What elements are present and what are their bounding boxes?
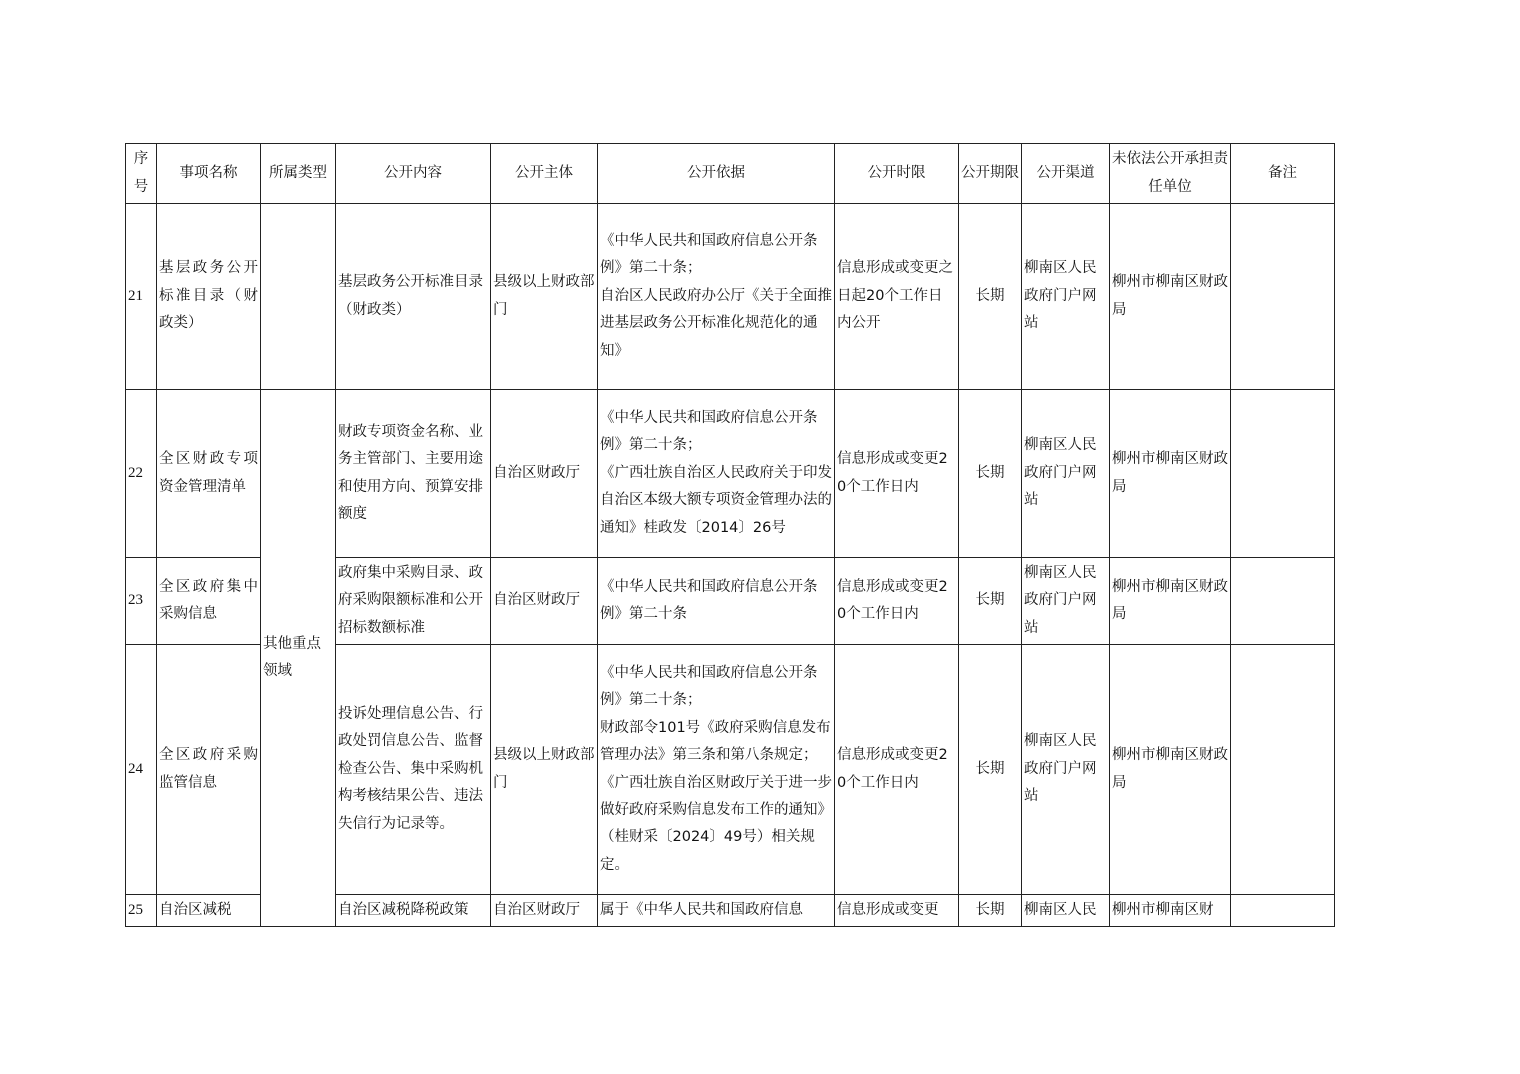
header-seq: 序号 <box>126 144 157 204</box>
disclosure-table <box>125 143 1335 927</box>
cell-seq: 24 <box>126 645 157 895</box>
cell-time-limit: 信息形成或变更 <box>835 895 959 927</box>
header-channel: 公开渠道 <box>1022 144 1110 204</box>
cell-channel: 柳南区人民政府门户网站 <box>1022 558 1110 645</box>
header-remark: 备注 <box>1231 144 1335 204</box>
cell-content: 自治区减税降税政策 <box>336 895 491 927</box>
cell-category-merged: 其他重点领域 <box>261 390 336 927</box>
cell-remark <box>1231 895 1335 927</box>
cell-seq: 23 <box>126 558 157 645</box>
table-header-row <box>126 144 1335 204</box>
cell-remark <box>1231 204 1335 390</box>
cell-remark <box>1231 645 1335 895</box>
cell-content: 投诉处理信息公告、行政处罚信息公告、监督检查公告、集中采购机构考核结果公告、违法失信行为记录等。 <box>336 645 491 895</box>
cell-basis: 《中华人民共和国政府信息公开条例》第二十条； 财政部令101号《政府采购信息发布管理办法》第三条和第八条规定； 《广西壮族自治区财政厅关于进一步做好政府采购信息发布工作的通知》（桂财采〔2024〕49号）相关规定。 <box>598 645 835 895</box>
cell-time-limit: 信息形成或变更20个工作日内 <box>835 558 959 645</box>
cell-seq: 21 <box>126 204 157 390</box>
cell-basis: 《中华人民共和国政府信息公开条例》第二十条； 《广西壮族自治区人民政府关于印发自治区本级大额专项资金管理办法的通知》桂政发〔2014〕26号 <box>598 390 835 558</box>
cell-responsible: 柳州市柳南区财政局 <box>1110 558 1231 645</box>
cell-channel: 柳南区人民政府门户网站 <box>1022 390 1110 558</box>
cell-responsible: 柳州市柳南区财政局 <box>1110 204 1231 390</box>
header-responsible: 未依法公开承担责任单位 <box>1110 144 1231 204</box>
header-category: 所属类型 <box>261 144 336 204</box>
header-content: 公开内容 <box>336 144 491 204</box>
cell-channel: 柳南区人民政府门户网站 <box>1022 645 1110 895</box>
cell-name: 全区政府集中采购信息 <box>157 558 261 645</box>
header-name: 事项名称 <box>157 144 261 204</box>
cell-channel: 柳南区人民 <box>1022 895 1110 927</box>
cell-subject: 自治区财政厅 <box>491 390 598 558</box>
cell-period: 长期 <box>959 204 1022 390</box>
cell-name: 全区政府采购监管信息 <box>157 645 261 895</box>
cell-name: 全区财政专项资金管理清单 <box>157 390 261 558</box>
table-row <box>126 204 1335 390</box>
cell-content: 基层政务公开标准目录（财政类） <box>336 204 491 390</box>
cell-time-limit: 信息形成或变更20个工作日内 <box>835 390 959 558</box>
header-period: 公开期限 <box>959 144 1022 204</box>
cell-content: 财政专项资金名称、业务主管部门、主要用途和使用方向、预算安排额度 <box>336 390 491 558</box>
header-subject: 公开主体 <box>491 144 598 204</box>
cell-subject: 县级以上财政部门 <box>491 645 598 895</box>
cell-remark <box>1231 390 1335 558</box>
header-basis: 公开依据 <box>598 144 835 204</box>
cell-seq: 25 <box>126 895 157 927</box>
cell-responsible: 柳州市柳南区财政局 <box>1110 645 1231 895</box>
cell-subject: 自治区财政厅 <box>491 558 598 645</box>
cell-basis: 属于《中华人民共和国政府信息 <box>598 895 835 927</box>
cell-time-limit: 信息形成或变更之日起20个工作日内公开 <box>835 204 959 390</box>
cell-responsible: 柳州市柳南区财 <box>1110 895 1231 927</box>
cell-seq: 22 <box>126 390 157 558</box>
cell-content: 政府集中采购目录、政府采购限额标准和公开招标数额标准 <box>336 558 491 645</box>
cell-period: 长期 <box>959 645 1022 895</box>
cell-time-limit: 信息形成或变更20个工作日内 <box>835 645 959 895</box>
cell-channel: 柳南区人民政府门户网站 <box>1022 204 1110 390</box>
cell-period: 长期 <box>959 895 1022 927</box>
cell-responsible: 柳州市柳南区财政局 <box>1110 390 1231 558</box>
cell-period: 长期 <box>959 390 1022 558</box>
cell-category <box>261 204 336 390</box>
cell-subject: 自治区财政厅 <box>491 895 598 927</box>
cell-basis: 《中华人民共和国政府信息公开条例》第二十条； 自治区人民政府办公厅《关于全面推进基层政务公开标准化规范化的通知》 <box>598 204 835 390</box>
cell-name: 基层政务公开标准目录（财政类） <box>157 204 261 390</box>
table-row <box>126 390 1335 558</box>
cell-basis: 《中华人民共和国政府信息公开条例》第二十条 <box>598 558 835 645</box>
cell-name: 自治区减税 <box>157 895 261 927</box>
header-time-limit: 公开时限 <box>835 144 959 204</box>
cell-subject: 县级以上财政部门 <box>491 204 598 390</box>
cell-remark <box>1231 558 1335 645</box>
cell-period: 长期 <box>959 558 1022 645</box>
